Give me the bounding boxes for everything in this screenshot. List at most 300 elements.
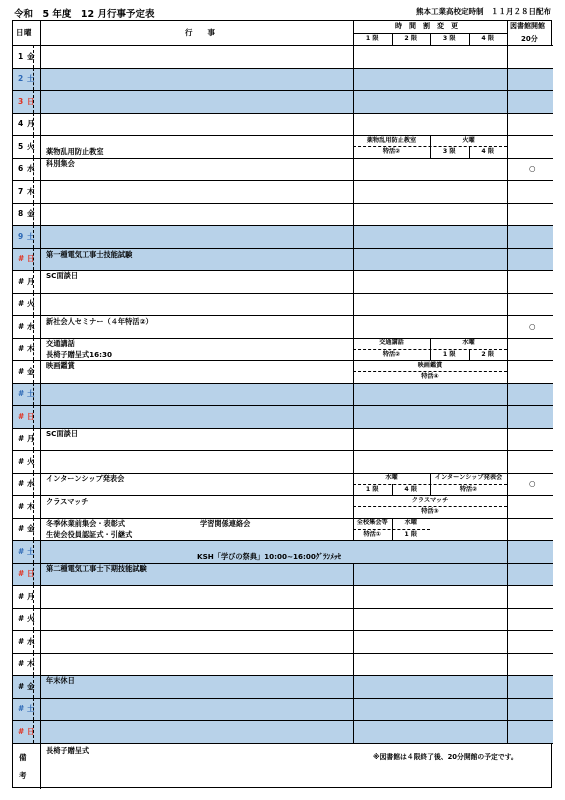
row-bg xyxy=(13,113,553,136)
day-number: # xyxy=(18,546,25,556)
day-number: # xyxy=(18,456,25,466)
weekday-label: 月 xyxy=(27,119,35,129)
timetable-divider xyxy=(392,484,393,495)
weekday-label: 金 xyxy=(27,51,35,61)
day-number: # xyxy=(18,389,25,399)
weekday-label: 日 xyxy=(27,254,35,264)
column-divider xyxy=(353,698,354,721)
row-border xyxy=(13,45,553,46)
row-bg xyxy=(13,585,553,608)
column-divider xyxy=(40,698,41,721)
row-bg xyxy=(13,293,553,316)
column-divider xyxy=(33,383,34,406)
column-divider xyxy=(353,270,354,293)
column-divider xyxy=(507,383,508,406)
column-divider xyxy=(507,158,508,181)
column-divider xyxy=(40,540,41,563)
day-number: # xyxy=(18,681,25,691)
event-text: 長椅子贈呈式16:30 xyxy=(46,349,113,359)
column-divider xyxy=(353,653,354,676)
timetable-change-text: 3 限 xyxy=(442,148,456,156)
row-shade xyxy=(13,383,553,406)
day-number: 7 xyxy=(18,186,24,196)
column-divider xyxy=(353,68,354,91)
row-shade xyxy=(13,698,553,721)
column-divider xyxy=(353,21,354,45)
day-number: # xyxy=(18,276,25,286)
column-divider xyxy=(353,675,354,698)
library-open-mark: ○ xyxy=(529,321,536,331)
row-border xyxy=(13,68,553,69)
weekday-label: 火 xyxy=(27,456,35,466)
weekday-label: 水 xyxy=(27,636,35,646)
row-bg xyxy=(13,428,553,451)
weekday-label: 火 xyxy=(27,614,35,624)
row-border xyxy=(13,495,553,496)
timetable-change-text: 水曜 xyxy=(462,339,475,346)
event-text: 冬季休業前集会・表彰式 xyxy=(46,518,126,528)
row-shade xyxy=(13,405,553,428)
column-divider xyxy=(353,383,354,406)
timetable-divider xyxy=(430,135,431,146)
weekday-label: 木 xyxy=(27,344,35,354)
day-number: # xyxy=(18,344,25,354)
column-divider xyxy=(353,450,354,473)
column-divider xyxy=(507,405,508,428)
weekday-label: 水 xyxy=(27,479,35,489)
row-bg xyxy=(13,180,553,203)
row-border xyxy=(13,248,553,249)
column-header-period: 3 限 xyxy=(442,35,456,42)
event-text: 薬物乱用防止教室 xyxy=(46,147,104,157)
weekday-label: 土 xyxy=(27,546,35,556)
column-header-period: 2 限 xyxy=(404,35,418,42)
column-divider xyxy=(33,540,34,563)
schedule-table xyxy=(12,20,552,788)
column-divider xyxy=(507,540,508,563)
timetable-change-text: 薬物乱用防止教室 xyxy=(366,136,417,144)
event-text: 第一種電気工事士技能試験 xyxy=(46,249,133,259)
timetable-divider xyxy=(469,146,470,157)
column-divider xyxy=(40,315,41,338)
day-number: # xyxy=(18,299,25,309)
row-border xyxy=(13,720,553,721)
remarks-label: 考 xyxy=(19,770,27,780)
column-divider xyxy=(33,630,34,653)
row-bg xyxy=(13,450,553,473)
day-number: 5 xyxy=(18,141,24,151)
weekday-label: 月 xyxy=(27,591,35,601)
column-divider xyxy=(507,180,508,203)
column-divider xyxy=(40,248,41,271)
column-divider xyxy=(353,248,354,271)
row-shade xyxy=(13,720,553,743)
event-text: 学習関係連絡会 xyxy=(200,518,251,528)
row-border xyxy=(13,225,553,226)
timetable-change-text: 1 限 xyxy=(442,350,456,358)
column-divider xyxy=(33,428,34,451)
column-divider xyxy=(40,450,41,473)
column-divider xyxy=(33,158,34,181)
column-divider xyxy=(40,653,41,676)
period-divider xyxy=(469,33,470,45)
weekday-label: 日 xyxy=(27,411,35,421)
column-header-weekday: 曜 xyxy=(24,28,32,37)
column-divider xyxy=(33,653,34,676)
column-divider xyxy=(40,495,41,518)
weekday-label: 土 xyxy=(27,704,35,714)
column-divider xyxy=(33,720,34,743)
day-number: 9 xyxy=(18,231,24,241)
weekday-label: 木 xyxy=(27,659,35,669)
column-divider xyxy=(33,698,34,721)
timetable-divider xyxy=(392,529,393,540)
day-number: 6 xyxy=(18,164,24,174)
event-text: 映画鑑賞 xyxy=(46,361,75,371)
day-number: # xyxy=(18,636,25,646)
day-number: # xyxy=(18,704,25,714)
timetable-change-text: 交通講話 xyxy=(379,339,404,346)
column-divider xyxy=(40,473,41,496)
column-header-library: 図書館開館 xyxy=(510,22,545,30)
column-divider xyxy=(353,225,354,248)
column-divider xyxy=(40,90,41,113)
timetable-change-text: 火曜 xyxy=(462,136,475,144)
weekday-label: 火 xyxy=(27,299,35,309)
timetable-divider xyxy=(430,338,431,349)
row-bg xyxy=(13,653,553,676)
column-divider xyxy=(507,563,508,586)
timetable-divider xyxy=(430,146,431,157)
column-divider xyxy=(33,518,34,541)
column-divider xyxy=(353,473,354,496)
column-divider xyxy=(40,743,41,790)
remarks-text: 長椅子贈呈式 xyxy=(46,745,90,755)
column-divider xyxy=(507,608,508,631)
timetable-change-text: 特活② xyxy=(382,350,401,358)
row-border xyxy=(13,675,553,676)
column-divider xyxy=(33,248,34,271)
day-number: # xyxy=(18,434,25,444)
day-number: # xyxy=(18,321,25,331)
column-divider xyxy=(507,45,508,68)
column-divider xyxy=(507,698,508,721)
column-divider xyxy=(507,113,508,136)
row-border xyxy=(13,608,553,609)
timetable-change-text: 1 限 xyxy=(404,530,418,538)
timetable-divider xyxy=(430,349,431,360)
weekday-label: 木 xyxy=(27,501,35,511)
column-divider xyxy=(40,630,41,653)
column-divider xyxy=(40,293,41,316)
row-border xyxy=(13,428,553,429)
column-divider xyxy=(507,518,508,541)
column-header-library-minutes: 20分 xyxy=(521,35,538,43)
column-divider xyxy=(507,338,508,361)
column-divider xyxy=(507,68,508,91)
timetable-change-text: 水曜 xyxy=(385,474,398,481)
row-border xyxy=(13,653,553,654)
column-divider xyxy=(353,563,354,586)
column-header-timetable-change: 時 間 割 変 更 xyxy=(395,22,458,30)
column-divider xyxy=(353,338,354,361)
timetable-divider xyxy=(469,349,470,360)
event-text: 第二種電気工事士下期技能試験 xyxy=(46,563,147,573)
column-divider xyxy=(40,113,41,136)
day-number: 2 xyxy=(18,74,24,84)
row-bg xyxy=(13,608,553,631)
weekday-label: 金 xyxy=(27,209,35,219)
timetable-change-text: 1 限 xyxy=(365,485,379,493)
column-divider xyxy=(33,495,34,518)
column-divider xyxy=(353,90,354,113)
column-divider xyxy=(507,248,508,271)
column-divider xyxy=(40,405,41,428)
column-divider xyxy=(33,45,34,68)
event-text: 交通講話 xyxy=(46,338,75,348)
column-divider xyxy=(353,360,354,383)
timetable-change-text: 特活③ xyxy=(421,508,439,516)
row-border xyxy=(13,158,553,159)
column-divider xyxy=(507,270,508,293)
remarks-note: ※図書館は４限終了後、20分開館の予定です。 xyxy=(373,752,518,761)
row-bg xyxy=(13,203,553,226)
column-divider xyxy=(33,113,34,136)
row-border xyxy=(13,180,553,181)
column-divider xyxy=(353,203,354,226)
timetable-change-text: 4 限 xyxy=(404,485,418,493)
weekday-label: 月 xyxy=(27,276,35,286)
event-text: クラスマッチ xyxy=(46,497,89,507)
timetable-change-text: 4 限 xyxy=(481,148,495,156)
event-text: 科別集会 xyxy=(46,158,75,168)
timetable-change-text: 水曜 xyxy=(404,519,417,526)
weekday-label: 金 xyxy=(27,524,35,534)
column-divider xyxy=(353,518,354,541)
day-number: # xyxy=(18,569,25,579)
day-number: # xyxy=(18,479,25,489)
day-number: 4 xyxy=(18,119,24,129)
column-divider xyxy=(40,428,41,451)
column-divider xyxy=(353,495,354,518)
day-number: # xyxy=(18,366,25,376)
weekday-label: 金 xyxy=(27,366,35,376)
column-divider xyxy=(40,675,41,698)
column-divider xyxy=(33,563,34,586)
column-divider xyxy=(507,630,508,653)
event-text: KSH「学びの祭典」10:00~16:00ｸﾞﾗﾝﾒｯｾ xyxy=(197,552,342,562)
column-divider xyxy=(40,720,41,743)
column-divider xyxy=(507,360,508,383)
column-divider xyxy=(507,450,508,473)
column-divider xyxy=(353,45,354,68)
row-border xyxy=(13,270,553,271)
day-number: # xyxy=(18,411,25,421)
column-divider xyxy=(507,21,508,45)
timetable-split xyxy=(353,371,507,372)
column-header-events: 行 事 xyxy=(185,28,215,37)
row-border xyxy=(13,90,553,91)
row-shade xyxy=(13,225,553,248)
column-divider xyxy=(507,203,508,226)
column-divider xyxy=(353,608,354,631)
timetable-change-text: 特活① xyxy=(363,530,382,538)
period-divider xyxy=(392,33,393,45)
weekday-label: 土 xyxy=(27,231,35,241)
column-divider xyxy=(40,180,41,203)
weekday-label: 火 xyxy=(27,141,35,151)
column-divider xyxy=(40,225,41,248)
column-divider xyxy=(507,495,508,518)
library-open-mark: ○ xyxy=(529,479,536,489)
column-divider xyxy=(40,21,41,45)
timetable-change-text: 特活④ xyxy=(421,373,439,381)
column-divider xyxy=(353,630,354,653)
column-divider xyxy=(507,225,508,248)
weekday-label: 水 xyxy=(27,321,35,331)
column-divider xyxy=(33,203,34,226)
event-text: インターンシップ発表会 xyxy=(46,474,125,484)
column-divider xyxy=(40,360,41,383)
row-border xyxy=(13,360,553,361)
column-divider xyxy=(353,585,354,608)
column-divider xyxy=(507,473,508,496)
row-bg xyxy=(13,45,553,68)
column-divider xyxy=(33,68,34,91)
library-open-mark: ○ xyxy=(529,164,536,174)
column-divider xyxy=(507,135,508,158)
weekday-label: 土 xyxy=(27,389,35,399)
column-divider xyxy=(353,135,354,158)
row-shade xyxy=(13,675,553,698)
column-divider xyxy=(33,135,34,158)
timetable-change-text: 映画鑑賞 xyxy=(417,361,443,369)
column-divider xyxy=(507,428,508,451)
event-text: SC面談日 xyxy=(46,271,79,281)
column-divider xyxy=(507,585,508,608)
column-divider xyxy=(353,428,354,451)
column-divider xyxy=(353,293,354,316)
weekday-label: 日 xyxy=(27,569,35,579)
column-divider xyxy=(353,720,354,743)
weekday-label: 日 xyxy=(27,726,35,736)
day-number: # xyxy=(18,254,25,264)
day-number: 8 xyxy=(18,209,24,219)
row-border xyxy=(13,315,553,316)
distribution-note: 熊本工業高校定時制 １１月２８日配布 xyxy=(416,7,551,16)
row-border xyxy=(13,630,553,631)
column-divider xyxy=(33,225,34,248)
column-divider xyxy=(40,68,41,91)
event-text: 生徒会役員認証式・引継式 xyxy=(46,529,133,539)
weekday-label: 水 xyxy=(27,164,35,174)
column-divider xyxy=(33,315,34,338)
column-divider xyxy=(33,90,34,113)
column-divider xyxy=(33,338,34,361)
column-divider xyxy=(33,585,34,608)
row-border xyxy=(13,698,553,699)
weekday-label: 金 xyxy=(27,681,35,691)
row-border xyxy=(13,203,553,204)
column-divider xyxy=(507,90,508,113)
day-number: # xyxy=(18,726,25,736)
column-divider xyxy=(353,405,354,428)
column-divider xyxy=(40,135,41,158)
column-divider xyxy=(353,113,354,136)
period-divider xyxy=(430,33,431,45)
column-header-period: 4 限 xyxy=(481,35,495,42)
column-divider xyxy=(33,473,34,496)
column-divider xyxy=(353,180,354,203)
row-border xyxy=(13,383,553,384)
weekday-label: 木 xyxy=(27,186,35,196)
row-border xyxy=(13,450,553,451)
column-divider xyxy=(33,360,34,383)
column-divider xyxy=(40,338,41,361)
column-divider xyxy=(33,270,34,293)
column-divider xyxy=(40,383,41,406)
timetable-change-text: 特活② xyxy=(382,148,401,156)
row-border xyxy=(13,405,553,406)
row-bg xyxy=(13,158,553,181)
day-number: 1 xyxy=(18,51,24,61)
row-shade xyxy=(13,90,553,113)
timetable-change-text: インターンシップ発表会 xyxy=(434,474,503,481)
column-divider xyxy=(507,720,508,743)
column-divider xyxy=(507,293,508,316)
day-number: # xyxy=(18,659,25,669)
column-divider xyxy=(40,518,41,541)
weekday-label: 日 xyxy=(27,96,35,106)
column-header-day: 日 xyxy=(16,28,24,37)
row-bg xyxy=(13,270,553,293)
row-border xyxy=(13,293,553,294)
timetable-change-text: 特活② xyxy=(459,485,478,493)
column-divider xyxy=(33,450,34,473)
row-border xyxy=(13,540,553,541)
column-header-period: 1 限 xyxy=(365,35,379,42)
column-divider xyxy=(33,675,34,698)
day-number: # xyxy=(18,614,25,624)
column-divider xyxy=(40,158,41,181)
column-divider xyxy=(40,585,41,608)
column-divider xyxy=(40,563,41,586)
day-number: # xyxy=(18,591,25,601)
day-number: # xyxy=(18,524,25,534)
column-divider xyxy=(33,405,34,428)
timetable-change-text: 全校集会等 xyxy=(356,519,388,526)
column-divider xyxy=(507,653,508,676)
column-divider xyxy=(353,315,354,338)
timetable-divider xyxy=(430,484,431,495)
row-border xyxy=(13,585,553,586)
column-divider xyxy=(40,608,41,631)
day-number: # xyxy=(18,501,25,511)
timetable-change-text: クラスマッチ xyxy=(411,496,449,504)
row-bg xyxy=(13,630,553,653)
column-divider xyxy=(33,608,34,631)
event-text: 年末休日 xyxy=(46,676,75,686)
day-number: 3 xyxy=(18,96,24,106)
column-divider xyxy=(33,293,34,316)
row-border xyxy=(13,743,553,744)
row-border xyxy=(13,113,553,114)
page-title: 令和 5 年度 12 月行事予定表 xyxy=(14,9,155,20)
remarks-label: 備 xyxy=(19,752,27,762)
column-divider xyxy=(507,675,508,698)
column-divider xyxy=(40,203,41,226)
column-divider xyxy=(507,315,508,338)
